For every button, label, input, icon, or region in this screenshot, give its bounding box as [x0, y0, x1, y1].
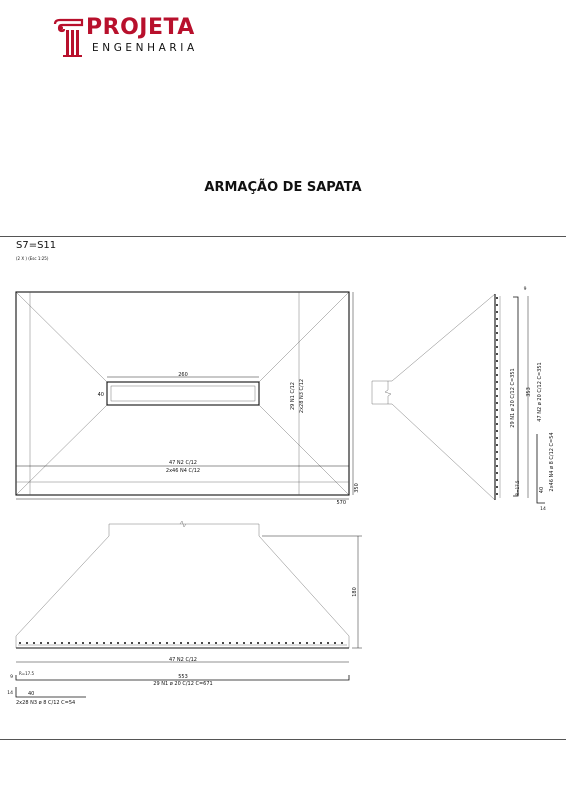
dim-40: 40: [97, 392, 104, 398]
label-n2-section: 47 N2 C/12: [168, 657, 198, 663]
dim-350: 350: [354, 483, 360, 493]
section-bar-dots: [19, 642, 343, 644]
part-name: S7=S11: [16, 240, 57, 251]
label-n1-plan: 29 N1 C/12: [290, 381, 296, 411]
label-n2-plan: 47 N2 C/12: [168, 460, 198, 466]
dim-570: 570: [336, 500, 346, 506]
label-n1-bar-section: 29 N1 ø 20 C/12 C=671: [153, 681, 213, 687]
dim-9-section: 9: [10, 675, 13, 680]
side-bar-dots: [496, 297, 498, 495]
dim-14-side: 14: [540, 507, 546, 512]
label-n2-bar-side: 47 N2 ø 20 C/12 C=351: [537, 362, 543, 422]
label-n4-plan: 2x46 N4 C/12: [165, 468, 201, 474]
dim-9-side: 9: [523, 287, 527, 292]
dim-353-side: 353: [526, 387, 532, 397]
label-n3-bar-section: 2x28 N3 ø 8 C/12 C=54: [16, 700, 76, 706]
dim-180: 180: [352, 587, 358, 597]
dim-260: 260: [178, 372, 188, 378]
label-n4-bar-side: 2x46 N4 ø 8 C/12 C=54: [549, 432, 555, 492]
dim-553: 553: [178, 674, 188, 680]
logo-subtitle: ENGENHARIA: [92, 42, 198, 54]
section-view: [7, 521, 362, 706]
label-n3-plan: 2x28 N3 C/12: [299, 378, 305, 414]
dim-14-section: 14: [7, 691, 13, 696]
document-title: ARMAÇÃO DE SAPATA: [204, 180, 362, 195]
label-r-section: R=17.5: [19, 671, 35, 676]
part-scale: (2 X ) (Esc 1:25): [16, 256, 49, 261]
dim-40-side: 40: [539, 486, 545, 494]
label-r-side: R=17.5: [515, 480, 520, 496]
side-view: [372, 286, 555, 512]
pedestal-plan: [107, 382, 259, 405]
logo-name: PROJETA: [86, 15, 195, 40]
dim-40-section: 40: [28, 691, 35, 697]
n3-bar-section: [16, 687, 86, 697]
label-n1-bar-side: 29 N1 ø 20 C/12 C=351: [510, 368, 516, 428]
plan-view: [16, 292, 360, 506]
